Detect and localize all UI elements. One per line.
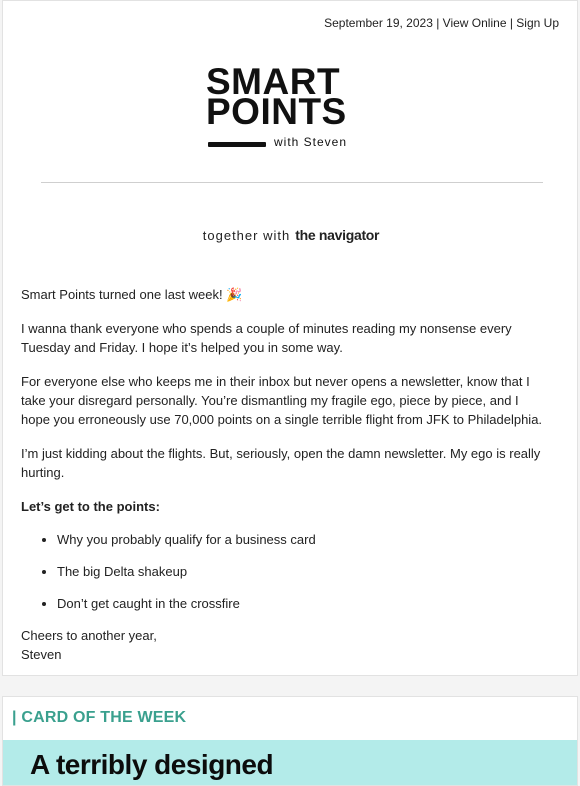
logo-line-2: POINTS — [206, 91, 347, 132]
closing: Cheers to another year, — [21, 628, 157, 643]
banner-heading: A terribly designed — [30, 749, 274, 780]
intro-paragraph: I wanna thank everyone who spends a couple of minutes reading my nonsense every Tuesday and Friday. I hope it’s helped you in some way. — [21, 321, 512, 355]
signature: Steven — [21, 647, 62, 662]
sponsor-line[interactable] — [3, 227, 579, 243]
section-title: | CARD OF THE WEEK — [12, 709, 187, 726]
smart-points-logo — [206, 61, 376, 151]
logo-line-1: SMART — [206, 61, 341, 102]
list-item: • Don’t get caught in the crossfire — [57, 594, 551, 613]
points-heading: Let’s get to the points: — [21, 499, 160, 514]
sponsor-brand-logo[interactable]: the navigator — [295, 227, 380, 243]
divider — [41, 182, 543, 183]
intro-paragraph: For everyone else who keeps me in their inbox but never opens a newsletter, know that I take your disregard personally. You’re dismantling my fragile ego, piece by piece, and I hope you erroneously use 70,000 points on a single terrible flight from JFK to Philadelphia. — [21, 374, 543, 427]
list-item: • Why you probably qualify for a business card — [57, 530, 551, 549]
sign-up-link[interactable]: Sign Up — [516, 16, 559, 30]
intro-paragraph: I’m just kidding about the flights. But, seriously, open the damn newsletter. My ego is really hurting. — [21, 446, 541, 480]
header-bar — [324, 16, 559, 30]
logo-tagline: with Steven — [274, 135, 348, 149]
sponsor-prefix: together with — [202, 228, 291, 243]
intro-body — [21, 285, 551, 664]
list-item: • The big Delta shakeup — [57, 562, 551, 581]
newsletter-main-card — [2, 0, 578, 676]
logo-tagline-row — [206, 135, 376, 151]
issue-date: September 19, 2023 — [324, 16, 433, 30]
points-list — [57, 530, 551, 613]
separator: | — [432, 16, 443, 30]
card-banner[interactable] — [3, 740, 578, 786]
view-online-link[interactable]: View Online — [442, 16, 507, 30]
separator: | — [506, 16, 517, 30]
card-of-the-week-section — [2, 696, 578, 786]
logo-bar — [208, 142, 266, 147]
intro-paragraph: Smart Points turned one last week! 🎉 — [21, 287, 243, 302]
